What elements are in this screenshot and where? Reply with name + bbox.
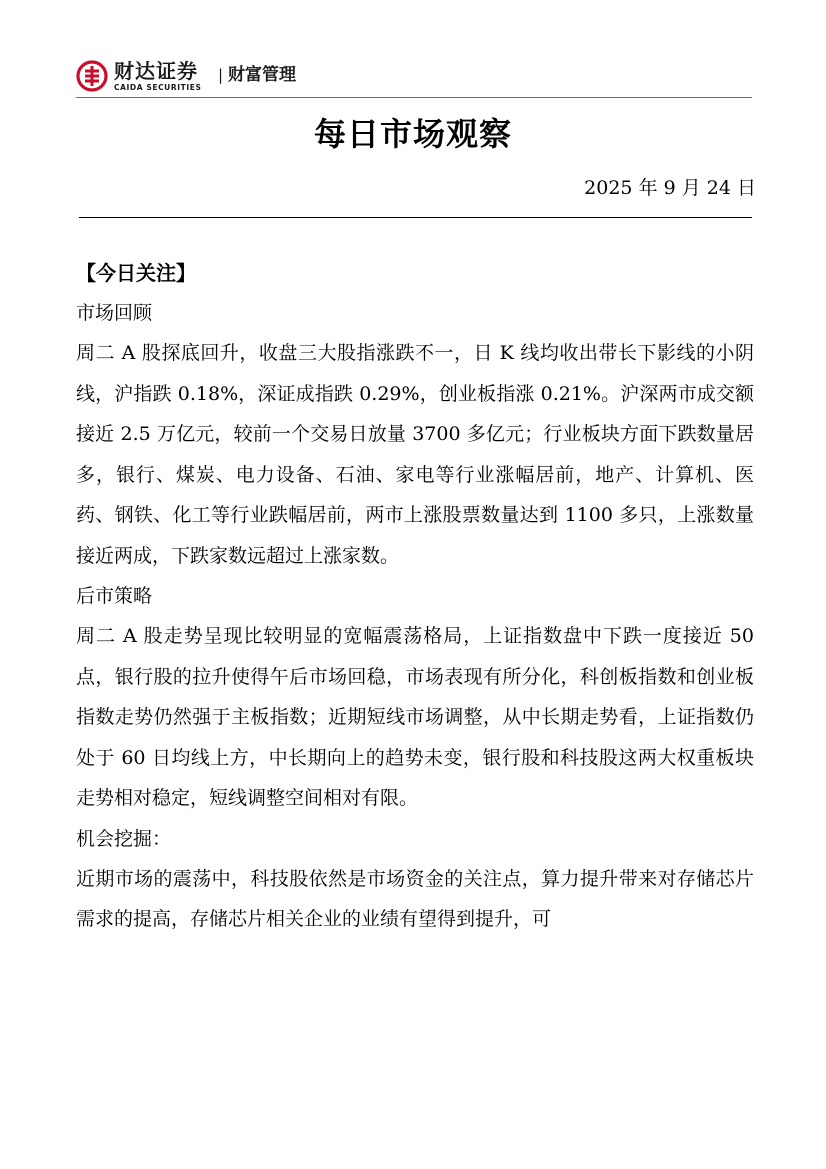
strategy-heading: 后市策略 — [76, 585, 153, 607]
focus-heading: 【今日关注】 — [76, 261, 196, 285]
opportunity-heading: 机会挖掘： — [76, 827, 172, 850]
header-separator: | — [218, 66, 224, 84]
report-date: 2025 年 9 月 24 日 — [584, 177, 756, 199]
page-header — [76, 56, 752, 98]
header-divider — [76, 97, 752, 98]
strategy-text: 周二 A 股走势呈现比较明显的宽幅震荡格局，上证指数盘中下跌一度接近 50 点，银行股的拉升使得午后市场回稳，市场表现有所分化，科创板指数和创业板指数走势仍然强于主板指数；近期短线市场调整，从中长期走势看，上证指数仍处于 60 日均线上方，中长期向上的趋势未变，银行股和科技股这两大权重板块走势相对稳定，短线调整空间相对有限。 — [76, 625, 754, 809]
caida-logo-icon — [76, 60, 108, 92]
company-name-en: CAIDA SECURITIES — [114, 83, 202, 92]
market-review-text: 周二 A 股探底回升，收盘三大股指涨跌不一，日 K 线均收出带长下影线的小阴线，沪指跌 0.18%，深证成指跌 0.29%，创业板指涨 0.21%。沪深两市成交额接近 2.5 万亿元，较前一个交易日放量 3700 多亿元；行业板块方面下跌数量居多，银行、煤炭、电力设备、石油、家电等行业涨幅居前，地产、计算机、医药、钢铁、化工等行业跌幅居前，两市上涨股票数量达到 1100 多只，上涨数量接近两成，下跌家数远超过上涨家数。 — [76, 342, 754, 567]
page-title: 每日市场观察 — [313, 115, 512, 153]
company-name-cn: 财达证券 — [114, 59, 198, 83]
report-body — [76, 253, 754, 940]
market-review-heading: 市场回顾 — [76, 302, 153, 324]
date-divider — [79, 217, 752, 218]
division-name: 财富管理 — [228, 65, 296, 85]
opportunity-text: 近期市场的震荡中，科技股依然是市场资金的关注点，算力提升带来对存储芯片需求的提高，存储芯片相关企业的业绩有望得到提升，可 — [76, 867, 754, 930]
